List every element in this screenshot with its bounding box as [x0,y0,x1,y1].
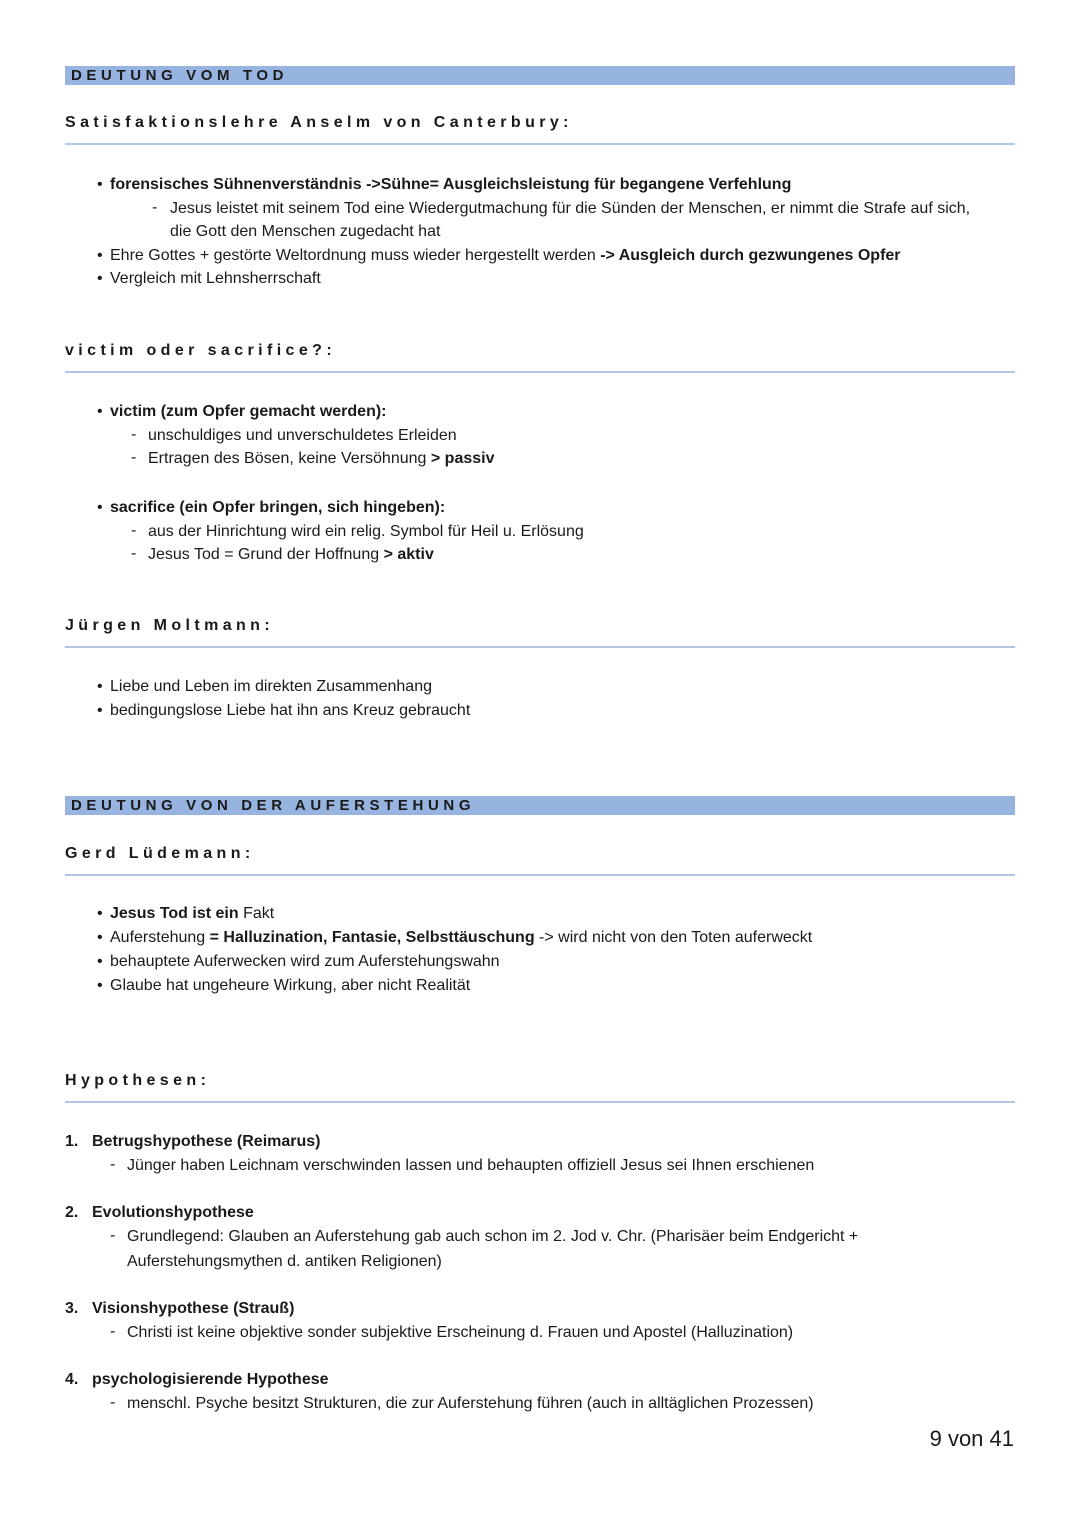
heading-gerd-luedemann: Gerd Lüdemann: [65,845,255,862]
heading-satisfaktionslehre: Satisfaktionslehre Anselm von Canterbury: [65,114,573,131]
sub-item: Jesus Tod = Grund der Hoffnung > aktiv [148,546,434,563]
bullet-icon: • [97,977,103,994]
sub-item-continued: Auferstehungsmythen d. antiken Religionen) [127,1253,442,1270]
hypothesis-title: Betrugshypothese (Reimarus) [92,1133,321,1150]
list-item: Ehre Gottes + gestörte Weltordnung muss wieder hergestellt werden -> Ausgleich durch gezwungenes Opfer [110,247,901,264]
divider [65,1101,1015,1103]
dash-icon: - [152,199,158,216]
list-item: behauptete Auferwecken wird zum Auferstehungswahn [110,953,500,970]
dash-icon: - [131,426,137,443]
section-title-deutung-vom-tod: DEUTUNG VOM TOD [65,66,1015,85]
bullet-icon: • [97,247,103,264]
heading-juergen-moltmann: Jürgen Moltmann: [65,617,275,634]
bullet-icon: • [97,176,103,193]
sub-item: Jünger haben Leichnam verschwinden lassen und behaupten offiziell Jesus sei Ihnen erschienen [127,1157,815,1174]
dash-icon: - [131,522,137,539]
sub-item: menschl. Psyche besitzt Strukturen, die zur Auferstehung führen (auch in alltäglichen Prozessen) [127,1395,814,1412]
sub-item: unschuldiges und unverschuldetes Erleiden [148,427,457,444]
dash-icon: - [110,1156,116,1173]
bullet-icon: • [97,702,103,719]
list-item: forensisches Sühnenverständnis ->Sühne= Ausgleichsleistung für begangene Verfehlung [110,176,792,193]
divider [65,371,1015,373]
sub-item: Ertragen des Bösen, keine Versöhnung > passiv [148,450,495,467]
list-item: sacrifice (ein Opfer bringen, sich hingeben): [110,499,446,516]
list-number: 4. [65,1371,79,1388]
list-number: 3. [65,1300,79,1317]
hypothesis-title: Visionshypothese (Strauß) [92,1300,295,1317]
bullet-icon: • [97,905,103,922]
sub-item: Jesus leistet mit seinem Tod eine Wiedergutmachung für die Sünden der Menschen, er nimmt die Strafe auf sich, [170,200,971,217]
list-number: 1. [65,1133,79,1150]
list-item: victim (zum Opfer gemacht werden): [110,403,387,420]
bullet-icon: • [97,403,103,420]
sub-item: Christi ist keine objektive sonder subjektive Erscheinung d. Frauen und Apostel (Halluzination) [127,1324,794,1341]
hypothesis-title: psychologisierende Hypothese [92,1371,329,1388]
list-item: Auferstehung = Halluzination, Fantasie, Selbsttäuschung -> wird nicht von den Toten auferweckt [110,929,813,946]
sub-item: aus der Hinrichtung wird ein relig. Symbol für Heil u. Erlösung [148,523,584,540]
list-item: Jesus Tod ist ein Fakt [110,905,275,922]
dash-icon: - [110,1227,116,1244]
bullet-icon: • [97,678,103,695]
list-item: Glaube hat ungeheure Wirkung, aber nicht Realität [110,977,471,994]
section-title-deutung-von-der-auferstehung: DEUTUNG VON DER AUFERSTEHUNG [65,796,1015,815]
divider [65,646,1015,648]
divider [65,874,1015,876]
list-number: 2. [65,1204,79,1221]
dash-icon: - [110,1323,116,1340]
dash-icon: - [131,449,137,466]
list-item: bedingungslose Liebe hat ihn ans Kreuz gebraucht [110,702,471,719]
bullet-icon: • [97,929,103,946]
list-item: Vergleich mit Lehnsherrschaft [110,270,321,287]
dash-icon: - [131,545,137,562]
list-item: Liebe und Leben im direkten Zusammenhang [110,678,432,695]
hypothesis-title: Evolutionshypothese [92,1204,254,1221]
divider [65,143,1015,145]
sub-item: Grundlegend: Glauben an Auferstehung gab auch schon im 2. Jod v. Chr. (Pharisäer beim Endgericht + [127,1228,859,1245]
heading-victim-oder-sacrifice: victim oder sacrifice?: [65,342,337,359]
sub-item-continued: die Gott den Menschen zugedacht hat [170,223,441,240]
bullet-icon: • [97,270,103,287]
page-number: 9 von 41 [929,1426,1014,1451]
heading-hypothesen: Hypothesen: [65,1072,211,1089]
dash-icon: - [110,1394,116,1411]
bullet-icon: • [97,953,103,970]
bullet-icon: • [97,499,103,516]
